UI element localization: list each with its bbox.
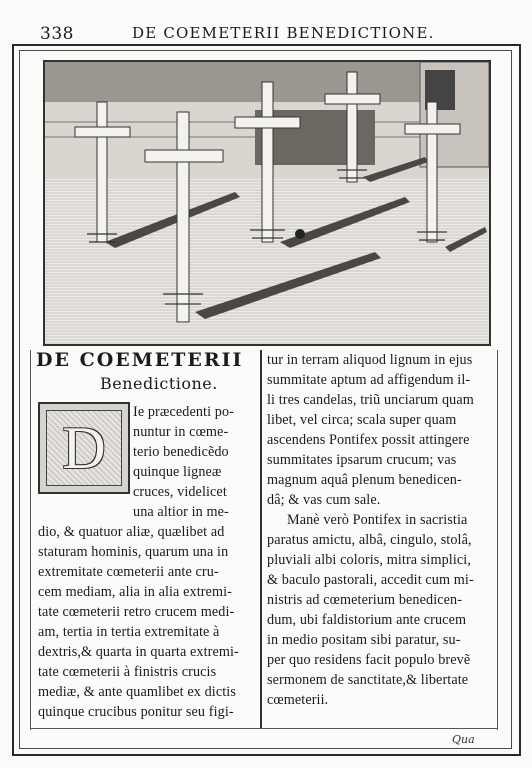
- left-column-line: cem mediam, alia in alia extremi-: [38, 584, 232, 600]
- page-number: 338: [40, 24, 74, 44]
- left-column-line: extremitate cœmeterii ante cru-: [38, 564, 219, 580]
- left-column-line: quinque ligneæ: [133, 464, 222, 480]
- running-head: DE COEMETERII BENEDICTIONE.: [132, 24, 435, 42]
- left-column-line: mediæ, & ante quamlibet ex dictis: [38, 684, 236, 700]
- right-column-line: in medio positam sibi paratur, su-: [267, 632, 461, 648]
- right-column-line: paratus amictu, albâ, cingulo, stolâ,: [267, 532, 472, 548]
- right-column-line: summitates ipsarum crucum; vas: [267, 452, 457, 468]
- decorated-initial-panel: [46, 410, 122, 486]
- right-column-line: summitate aptum ad affigendum il-: [267, 372, 471, 388]
- right-column-line: ascendens Pontifex possit attingere: [267, 432, 470, 448]
- left-column-line: am, tertia in tertia extremitate à: [38, 624, 220, 640]
- cemetery-crosses-engraving: [43, 60, 491, 346]
- left-column-line: nuntur in cœme-: [133, 424, 229, 440]
- right-column-line: per quo residens facit populo brevẽ: [267, 652, 471, 668]
- left-column-line: tate cœmeterii retro crucem medi-: [38, 604, 235, 620]
- right-column-line: tur in terram aliquod lignum in ejus: [267, 352, 473, 368]
- bottom-text-rule: [30, 728, 498, 729]
- left-column-line: staturam hominis, quarum una in: [38, 544, 229, 560]
- left-column-line: quinque crucibus ponitur seu figi-: [38, 704, 234, 720]
- decorated-initial: [38, 402, 130, 494]
- right-margin-rule: [497, 350, 498, 730]
- left-column-line: terio benedicẽdo: [133, 444, 229, 460]
- right-column-line: Manè verò Pontifex in sacristia: [287, 512, 468, 528]
- left-column-line: tate cœmeterii à finistris crucis: [38, 664, 217, 680]
- right-column-line: magnum aquâ plenum benedicen-: [267, 472, 462, 488]
- right-column-line: pluviali albi coloris, mitra simplici,: [267, 552, 471, 568]
- right-column-line: li tres candelas, triũ unciarum quam: [267, 392, 474, 408]
- right-column-line: libet, vel circa; scala super quam: [267, 412, 457, 428]
- catchword: Qua: [452, 733, 475, 746]
- left-column-line: dio, & quatuor aliæ, quælibet ad: [38, 524, 225, 540]
- right-column-line: cœmeterii.: [267, 692, 329, 708]
- right-column-line: nistris ad cœmeterium benedicen-: [267, 592, 463, 608]
- left-column-line: una altior in me-: [133, 504, 229, 520]
- right-column-line: dâ; & vas cum sale.: [267, 492, 381, 508]
- left-column-line: Ie præcedenti po-: [133, 404, 234, 420]
- right-column-line: & baculo pastorali, accedit cum mi-: [267, 572, 474, 588]
- column-divider-rule: [260, 350, 262, 728]
- initial-letter: D: [62, 415, 106, 481]
- left-margin-rule: [30, 350, 31, 730]
- section-heading: DE COEMETERII: [36, 349, 244, 371]
- engraving-illustration: [45, 62, 489, 344]
- right-column-line: dum, ubi faldistorium ante crucem: [267, 612, 467, 628]
- left-column-line: cruces, videlicet: [133, 484, 227, 500]
- section-subheading: Benedictione.: [100, 374, 218, 393]
- left-column-line: dextris,& quarta in quarta extremi-: [38, 644, 239, 660]
- right-column-line: sermonem de sanctitate,& libertate: [267, 672, 469, 688]
